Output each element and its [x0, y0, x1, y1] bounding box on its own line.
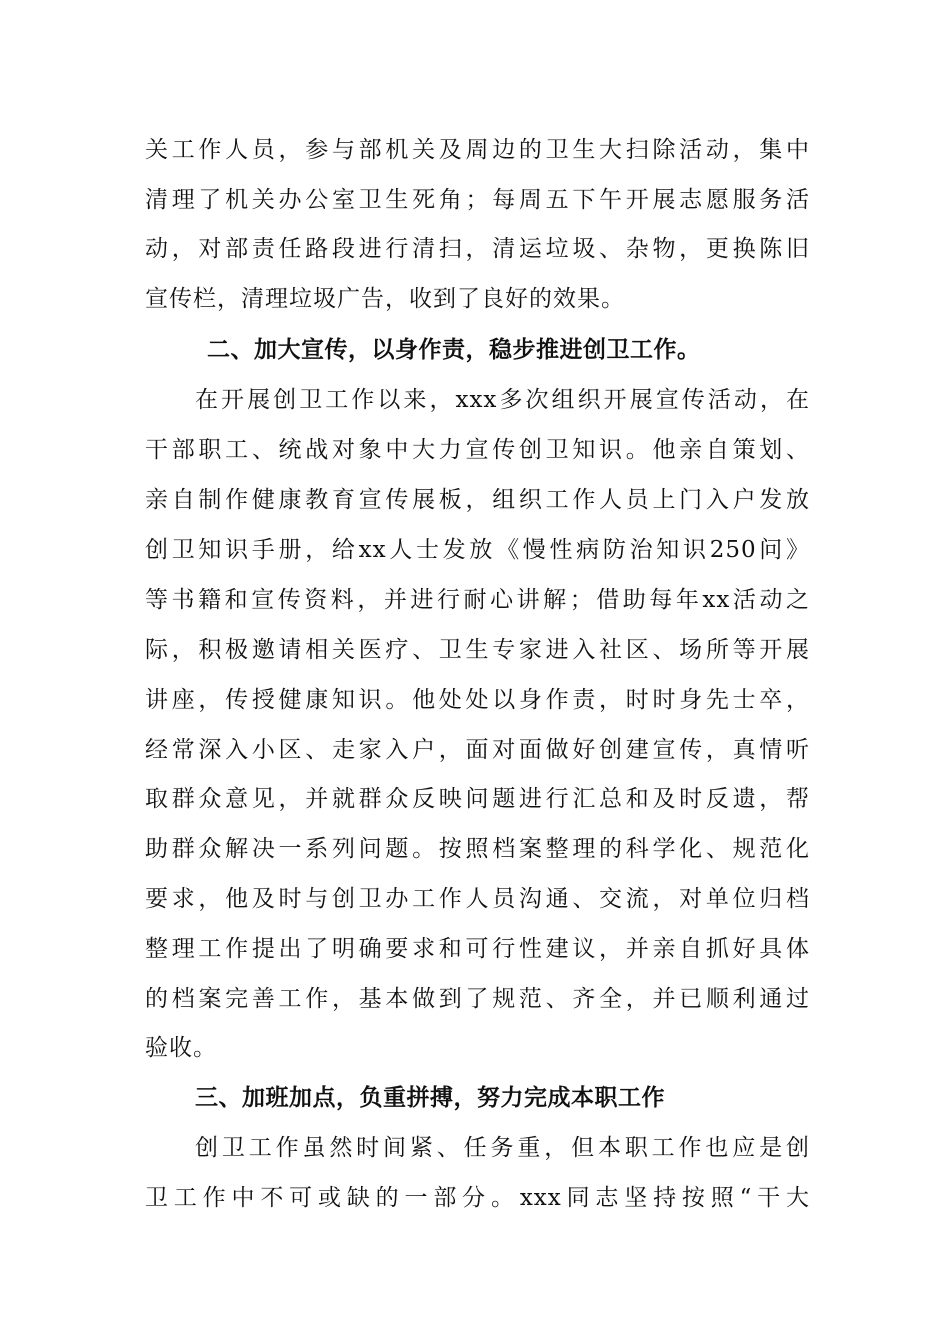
paragraph-line: 要求，他及时与创卫办工作人员沟通、交流，对单位归档 — [145, 886, 810, 912]
paragraph-line: 宣传栏，清理垃圾广告，收到了良好的效果。 — [145, 286, 625, 312]
paragraph-line: 的档案完善工作，基本做到了规范、齐全，并已顺利通过 — [145, 986, 810, 1012]
paragraph-line: 关工作人员，参与部机关及周边的卫生大扫除活动，集中 — [145, 137, 810, 163]
paragraph-line: 动，对部责任路段进行清扫，清运垃圾、杂物，更换陈旧 — [145, 236, 810, 262]
paragraph-line: 助群众解决一系列问题。按照档案整理的科学化、规范化 — [145, 836, 810, 862]
paragraph-line: 等书籍和宣传资料，并进行耐心讲解；借助每年xx活动之 — [145, 587, 810, 613]
paragraph-line: 验收。 — [145, 1035, 217, 1061]
paragraph-line: 际，积极邀请相关医疗、卫生专家进入社区、场所等开展 — [145, 637, 810, 663]
section-heading-3: 三、加班加点，负重拼搏，努力完成本职工作 — [195, 1085, 665, 1111]
paragraph-line: 干部职工、统战对象中大力宣传创卫知识。他亲自策划、 — [145, 437, 810, 463]
paragraph-line: 创卫工作虽然时间紧、任务重，但本职工作也应是创 — [195, 1135, 810, 1161]
paragraph-line: 创卫知识手册，给xx人士发放《慢性病防治知识250问》 — [145, 537, 810, 563]
paragraph-line: 讲座，传授健康知识。他处处以身作责，时时身先士卒， — [145, 687, 810, 713]
paragraph-line: 亲自制作健康教育宣传展板，组织工作人员上门入户发放 — [145, 487, 810, 513]
paragraph-line: 清理了机关办公室卫生死角；每周五下午开展志愿服务活 — [145, 187, 810, 213]
paragraph-line: 卫工作中不可或缺的一部分。xxx同志坚持按照“干大 — [145, 1185, 810, 1211]
section-heading-2: 二、加大宣传，以身作责，稳步推进创卫工作。 — [207, 337, 701, 363]
paragraph-line: 整理工作提出了明确要求和可行性建议，并亲自抓好具体 — [145, 936, 810, 962]
paragraph-line: 取群众意见，并就群众反映问题进行汇总和及时反遗，帮 — [145, 786, 810, 812]
paragraph-line: 在开展创卫工作以来，xxx多次组织开展宣传活动，在 — [195, 387, 810, 413]
paragraph-line: 经常深入小区、走家入户，面对面做好创建宣传，真情听 — [145, 737, 810, 763]
